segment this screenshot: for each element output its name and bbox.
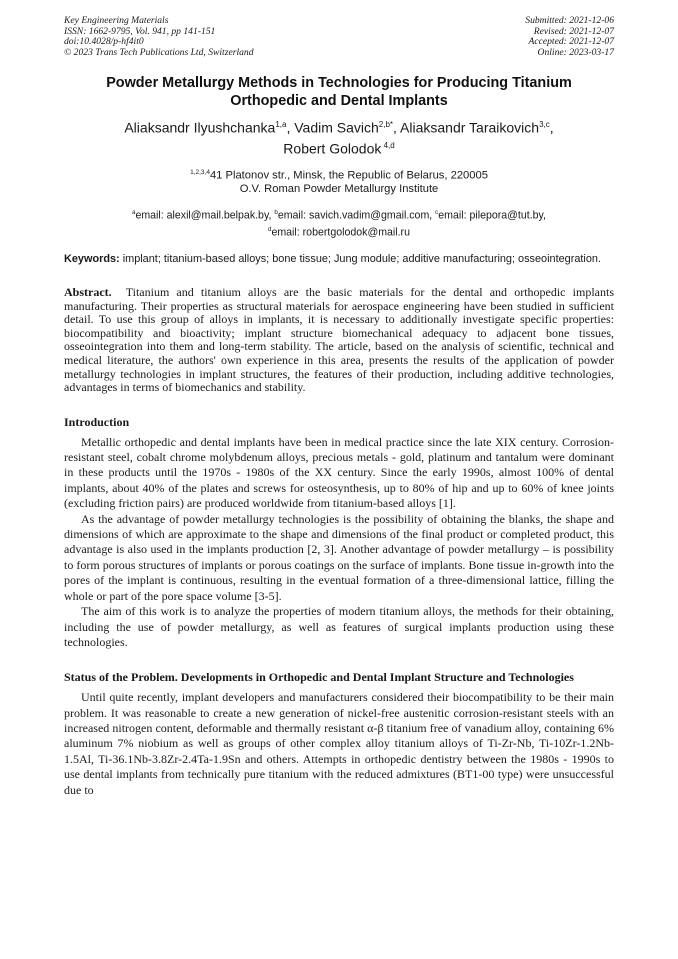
author-affil-mark: 4,d — [381, 141, 395, 151]
body-paragraph: Until quite recently, implant developers and manufacturers considered their biocompatibility to be their main problem. It was reasonable to create a new generation of nickel-free austenitic corrosion-resistant steels with an increased nitrogen content, deformable and thermally resistant α-β titanium free of vanadium alloy, containing 6% aluminum 7% niobium as well as groups of other complex alloy titanium alloys of Ti-Zr-Nb, Ti-10Zr-1.2Nb-1.5Al, Ti-36.1Nb-3.8Zr-2.4Ta-1.9Sn and others. Attempts in orthopedic dentistry between the 1980s - 1990s to use dental implants from technically pure titanium with the reduced admixtures (BT1-00 type) were unsuccessful due to — [64, 690, 614, 797]
author-list — [64, 116, 614, 157]
body-paragraph: As the advantage of powder metallurgy technologies is the possibility of obtaining the blanks, the shape and dimensions of which are approximate to the shape and dimensions of the final product or completed product, this advantage is also used in the implants production [2, 3]. Another advantage of powder metallurgy – is possibility to form porous structures of implants or porous coatings on the surface of implants. Bone tissue in-growth into the pores of the implant is continuous, resulting in the eventual formation of a three-dimensional lattice, filling the whole or part of the pore space volume [3-5]. — [64, 511, 614, 603]
author-name: Robert Golodok — [283, 140, 382, 157]
journal-header — [64, 16, 614, 58]
email-address[interactable]: email: alexil@mail.belpak.by — [135, 209, 269, 222]
abstract-text: Titanium and titanium alloys are the basic materials for the dental and orthopedic implants manufacturing. Their properties as structural materials for aerospace engineering have been studied in sufficient detail. To use this group of alloys in implants, it is necessary to additionally investigate specific properties: biocompatibility and bioactivity; implant structure biomechanical adequacy to adjacent bone tissues, osseointegration into them and long-term stability. The article, based on the analysis of scientific, technical and medical literature, the authors' own experience in this area, presents the results of the application of powder metallurgy technologies in implant structures, the features of their production, including additive technologies, advantages in terms of biomechanics and stability. — [64, 285, 614, 395]
body-paragraph: The aim of this work is to analyze the properties of modern titanium alloys, the methods for their obtaining, including the use of powder metallurgy, as well as features of surgical implants production using these technologies. — [64, 604, 614, 649]
journal-issn: ISSN: 1662-9795, Vol. 941, pp 141-151 — [64, 25, 216, 37]
affiliation-marks: 1,2,3,4 — [190, 168, 210, 176]
title-line: Powder Metallurgy Methods in Technologies for Producing Titanium — [106, 75, 572, 92]
body-paragraph: Metallic orthopedic and dental implants have been in medical practice since the late XIX century. Corrosion-resistant steel, cobalt chrome molybdenum alloys, precious metals - gold, platinum and tantalum were dominant in these products until the 1970s - 1980s of the XX century. Since the early 1990s, almost 100% of dental implants, about 40% of the plates and screws for osteosynthesis, up to 80% of hip and up to 60% of knee joints (excluding friction pairs) are produced worldwide from titanium-based alloys [1]. — [64, 434, 614, 511]
email-line — [64, 223, 614, 240]
publication-dates — [525, 16, 614, 58]
keywords-text: implant; titanium-based alloys; bone tissue; Jung module; additive manufacturing; osseointegration. — [122, 253, 601, 266]
email-line: $^a$email: alexil@mail.belpak.by, $^b$email: savich.vadim@gmail.com, $^c$email: pilepora@tut.by, — [131, 209, 546, 222]
email-mark: a — [131, 209, 136, 217]
date-revised: Revised: 2021-12-07 — [533, 25, 614, 37]
author-line: Aliaksandr Ilyushchanka$^{1,a}$, Vadim Savich$^{2,b*}$, Aliaksandr Taraikovich$^{3,c}$, — [124, 120, 554, 137]
date-accepted: Accepted: 2021-12-07 — [528, 36, 614, 48]
author-affil-mark: 2,b* — [378, 120, 394, 130]
author-line — [64, 137, 614, 158]
email-mark: c — [435, 209, 439, 217]
journal-name: Key Engineering Materials — [64, 15, 169, 26]
section-heading-introduction: Introduction — [64, 414, 130, 429]
email-mark: b — [274, 209, 278, 217]
affiliation-institute: O.V. Roman Powder Metallurgy Institute — [239, 182, 439, 195]
affiliation-address — [64, 166, 614, 183]
title-line: Orthopedic and Dental Implants — [230, 92, 448, 109]
email-address[interactable]: email: savich.vadim@gmail.com — [277, 209, 430, 222]
date-online: Online: 2023-03-17 — [537, 46, 614, 58]
journal-info — [64, 16, 254, 58]
author-name: Aliaksandr Taraikovich — [400, 120, 540, 137]
author-name: Aliaksandr Ilyushchanka — [124, 120, 276, 137]
journal-copyright: © 2023 Trans Tech Publications Ltd, Switzerland — [64, 46, 254, 58]
paper-page — [64, 16, 614, 798]
abstract — [64, 286, 614, 395]
author-affil-mark: 1,a — [275, 120, 287, 130]
keywords-label: Keywords: — [64, 253, 120, 266]
paper-title — [64, 75, 614, 110]
affiliation-address-text: 41 Platonov str., Minsk, the Republic of Belarus, 220005 — [209, 169, 488, 182]
section-heading-status: Status of the Problem. Developments in Orthopedic and Dental Implant Structure and Technologies — [64, 670, 574, 685]
email-address[interactable]: email: robertgolodok@mail.ru — [271, 226, 410, 239]
journal-doi: doi:10.4028/p-hf4it0 — [64, 36, 144, 48]
author-name: Vadim Savich — [294, 120, 379, 137]
abstract-label: Abstract. — [64, 285, 112, 300]
email-address[interactable]: email: pilepora@tut.by — [438, 209, 544, 222]
author-affil-mark: 3,c — [539, 120, 550, 130]
affiliation — [64, 166, 614, 197]
author-emails — [64, 206, 614, 240]
date-submitted: Submitted: 2021-12-06 — [525, 15, 614, 26]
email-mark: d — [268, 226, 272, 234]
keywords — [64, 253, 614, 267]
